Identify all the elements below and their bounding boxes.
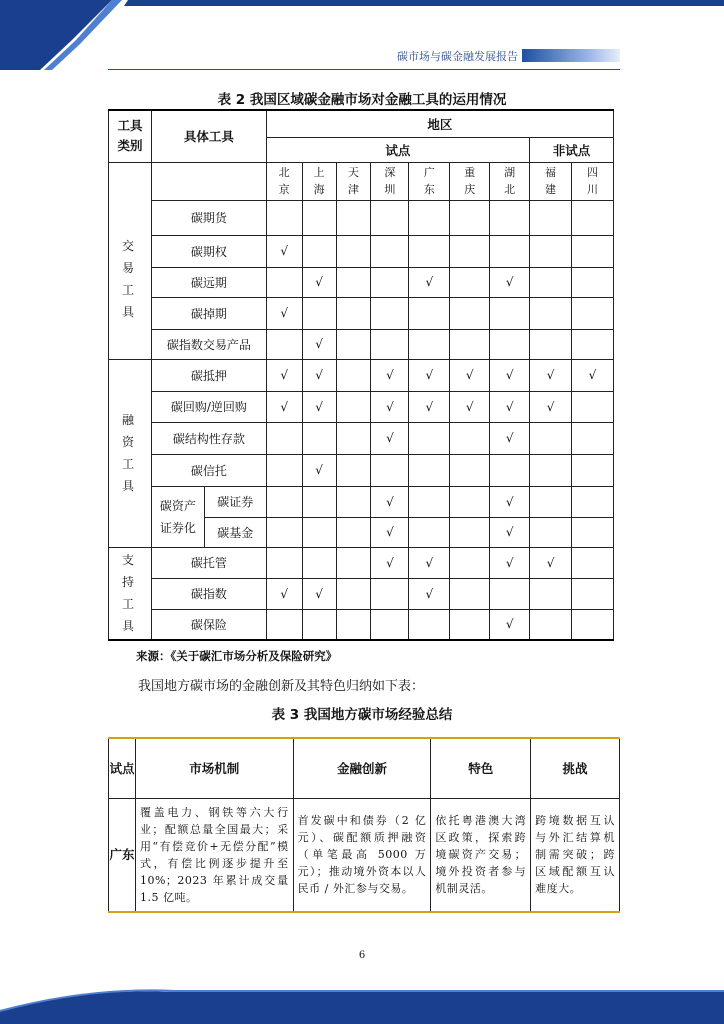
header-tool: 具体工具	[151, 110, 266, 162]
city-name: 湖北	[504, 166, 516, 196]
city-name: 重庆	[464, 166, 476, 196]
empty-cell	[490, 578, 530, 609]
header-pilot: 试点	[266, 137, 529, 162]
empty-cell	[409, 609, 450, 640]
t3-feature: 依托粤港澳大湾区政策，探索跨境碳资产交易；境外投资者参与机制灵活。	[431, 798, 531, 912]
check-mark: √	[409, 391, 450, 422]
city-name: 四川	[587, 166, 598, 196]
table3	[108, 737, 620, 913]
empty-cell	[530, 517, 572, 547]
empty-cell	[490, 454, 530, 486]
empty-cell	[572, 391, 614, 422]
empty-cell	[572, 547, 614, 578]
empty-cell	[450, 454, 490, 486]
tool-label: 碳证券	[204, 486, 266, 517]
t3-mechanism: 覆盖电力、钢铁等六大行业；配额总量全国最大；采用“有偿竞价+无偿分配”模式，有偿比例逐步提升至 10%；2023 年累计成交量 1.5 亿吨。	[135, 798, 293, 912]
category-text: 支持工具	[121, 553, 138, 634]
check-mark: √	[490, 422, 530, 454]
tool-label: 碳期货	[151, 200, 266, 235]
blank-cell	[109, 162, 152, 200]
city-name: 天津	[348, 166, 359, 196]
empty-cell	[409, 517, 450, 547]
empty-cell	[572, 422, 614, 454]
empty-cell	[572, 609, 614, 640]
empty-cell	[266, 200, 302, 235]
city-name: 福建	[545, 166, 557, 196]
category-text: 交易工具	[121, 239, 138, 320]
empty-cell	[371, 297, 409, 329]
check-mark: √	[302, 267, 336, 297]
empty-cell	[450, 547, 490, 578]
empty-cell	[530, 329, 572, 359]
blank-cell	[151, 162, 266, 200]
check-mark: √	[302, 329, 336, 359]
tool-label: 碳结构性存款	[151, 422, 266, 454]
empty-cell	[302, 235, 336, 267]
empty-cell	[450, 517, 490, 547]
empty-cell	[530, 297, 572, 329]
city-header	[490, 162, 530, 200]
empty-cell	[266, 609, 302, 640]
empty-cell	[450, 235, 490, 267]
check-mark: √	[490, 486, 530, 517]
empty-cell	[450, 297, 490, 329]
check-mark: √	[266, 235, 302, 267]
empty-cell	[450, 267, 490, 297]
category-support	[109, 547, 152, 640]
empty-cell	[336, 454, 371, 486]
empty-cell	[572, 267, 614, 297]
check-mark: √	[266, 359, 302, 391]
check-mark: √	[302, 391, 336, 422]
check-mark: √	[371, 391, 409, 422]
empty-cell	[409, 486, 450, 517]
empty-cell	[371, 235, 409, 267]
empty-cell	[530, 267, 572, 297]
tool-label: 碳指数交易产品	[151, 329, 266, 359]
empty-cell	[266, 422, 302, 454]
check-mark: √	[572, 359, 614, 391]
tool-label: 碳抵押	[151, 359, 266, 391]
city-name: 北京	[278, 166, 290, 196]
empty-cell	[409, 454, 450, 486]
empty-cell	[302, 422, 336, 454]
t3-header-innovation: 金融创新	[293, 738, 431, 798]
empty-cell	[336, 578, 371, 609]
t3-header-challenge: 挑战	[531, 738, 620, 798]
empty-cell	[371, 200, 409, 235]
check-mark: √	[371, 486, 409, 517]
check-mark: √	[490, 517, 530, 547]
check-mark: √	[302, 578, 336, 609]
empty-cell	[572, 235, 614, 267]
t3-header-feature: 特色	[431, 738, 531, 798]
check-mark: √	[490, 359, 530, 391]
city-header	[409, 162, 450, 200]
check-mark: √	[450, 391, 490, 422]
empty-cell	[409, 297, 450, 329]
tool-label: 碳保险	[151, 609, 266, 640]
empty-cell	[302, 200, 336, 235]
city-name: 深圳	[384, 166, 396, 196]
empty-cell	[266, 547, 302, 578]
header-rule	[108, 69, 620, 70]
empty-cell	[530, 200, 572, 235]
empty-cell	[572, 486, 614, 517]
header-bar	[522, 49, 620, 62]
check-mark: √	[409, 359, 450, 391]
empty-cell	[336, 517, 371, 547]
empty-cell	[336, 422, 371, 454]
tool-label: 碳基金	[204, 517, 266, 547]
city-header	[302, 162, 336, 200]
empty-cell	[302, 517, 336, 547]
empty-cell	[450, 422, 490, 454]
empty-cell	[371, 267, 409, 297]
tool-label: 碳信托	[151, 454, 266, 486]
tool-label: 碳远期	[151, 267, 266, 297]
empty-cell	[302, 609, 336, 640]
empty-cell	[336, 329, 371, 359]
check-mark: √	[490, 609, 530, 640]
category-text: 融资工具	[121, 413, 138, 493]
empty-cell	[530, 609, 572, 640]
empty-cell	[266, 329, 302, 359]
empty-cell	[371, 578, 409, 609]
category-finance	[109, 359, 152, 547]
paragraph: 我国地方碳市场的金融创新及其特色归纳如下表：	[138, 679, 425, 694]
table2-title: 表 2 我国区域碳金融市场对金融工具的运用情况	[217, 92, 507, 108]
empty-cell	[572, 329, 614, 359]
footer-decoration	[0, 980, 724, 1024]
page-number: 6	[358, 950, 366, 961]
empty-cell	[266, 486, 302, 517]
header-region: 地区	[266, 110, 613, 137]
check-mark: √	[490, 391, 530, 422]
empty-cell	[409, 329, 450, 359]
t3-header-pilot: 试点	[109, 738, 136, 798]
empty-cell	[336, 486, 371, 517]
t3-challenge: 跨境数据互认与外汇结算机制需突破；跨区域配额互认难度大。	[531, 798, 620, 912]
empty-cell	[572, 454, 614, 486]
empty-cell	[336, 547, 371, 578]
check-mark: √	[371, 359, 409, 391]
empty-cell	[450, 609, 490, 640]
check-mark: √	[530, 391, 572, 422]
empty-cell	[530, 422, 572, 454]
tool-label: 碳掉期	[151, 297, 266, 329]
check-mark: √	[266, 578, 302, 609]
empty-cell	[266, 454, 302, 486]
city-header	[266, 162, 302, 200]
tool-label: 碳回购/逆回购	[151, 391, 266, 422]
tool-label: 碳期权	[151, 235, 266, 267]
empty-cell	[530, 578, 572, 609]
check-mark: √	[302, 454, 336, 486]
empty-cell	[302, 547, 336, 578]
check-mark: √	[490, 267, 530, 297]
header-nonpilot: 非试点	[530, 137, 614, 162]
empty-cell	[266, 267, 302, 297]
empty-cell	[371, 329, 409, 359]
empty-cell	[302, 486, 336, 517]
empty-cell	[490, 329, 530, 359]
t3-header-mechanism: 市场机制	[135, 738, 293, 798]
check-mark: √	[266, 391, 302, 422]
empty-cell	[336, 267, 371, 297]
empty-cell	[302, 297, 336, 329]
empty-cell	[572, 200, 614, 235]
empty-cell	[530, 235, 572, 267]
city-header	[336, 162, 371, 200]
t3-pilot: 广东	[109, 798, 136, 912]
check-mark: √	[266, 297, 302, 329]
empty-cell	[371, 454, 409, 486]
tool-label: 碳托管	[151, 547, 266, 578]
check-mark: √	[302, 359, 336, 391]
check-mark: √	[409, 267, 450, 297]
empty-cell	[530, 454, 572, 486]
empty-cell	[266, 517, 302, 547]
header-category: 工具类别	[109, 110, 152, 162]
empty-cell	[450, 329, 490, 359]
check-mark: √	[530, 359, 572, 391]
check-mark: √	[490, 547, 530, 578]
empty-cell	[490, 200, 530, 235]
check-mark: √	[409, 578, 450, 609]
empty-cell	[450, 200, 490, 235]
check-mark: √	[371, 422, 409, 454]
category-trade	[109, 200, 152, 359]
source-note: 来源：《关于碳汇市场分析及保险研究》	[136, 649, 338, 663]
empty-cell	[530, 486, 572, 517]
empty-cell	[572, 297, 614, 329]
city-header	[450, 162, 490, 200]
empty-cell	[409, 422, 450, 454]
empty-cell	[450, 578, 490, 609]
empty-cell	[336, 609, 371, 640]
city-name: 广东	[423, 166, 435, 196]
empty-cell	[336, 391, 371, 422]
header-title: 碳市场与碳金融发展报告	[397, 50, 518, 63]
check-mark: √	[450, 359, 490, 391]
empty-cell	[572, 578, 614, 609]
abs-label: 碳资产证券化	[151, 486, 204, 547]
empty-cell	[371, 609, 409, 640]
empty-cell	[450, 486, 490, 517]
check-mark: √	[409, 547, 450, 578]
city-header	[371, 162, 409, 200]
empty-cell	[490, 297, 530, 329]
empty-cell	[409, 200, 450, 235]
empty-cell	[490, 235, 530, 267]
empty-cell	[409, 235, 450, 267]
check-mark: √	[371, 547, 409, 578]
table3-title: 表 3 我国地方碳市场经验总结	[271, 707, 453, 723]
city-header	[530, 162, 572, 200]
empty-cell	[336, 297, 371, 329]
city-header	[572, 162, 614, 200]
tool-label: 碳指数	[151, 578, 266, 609]
table2	[108, 109, 614, 641]
empty-cell	[572, 517, 614, 547]
t3-innovation: 首发碳中和债券（2 亿元）、碳配额质押融资（单笔最高 5000 万元）；推动境外资本以人民币 / 外汇参与交易。	[293, 798, 431, 912]
empty-cell	[336, 235, 371, 267]
city-name: 上海	[313, 166, 325, 196]
check-mark: √	[530, 547, 572, 578]
empty-cell	[336, 359, 371, 391]
empty-cell	[336, 200, 371, 235]
check-mark: √	[371, 517, 409, 547]
